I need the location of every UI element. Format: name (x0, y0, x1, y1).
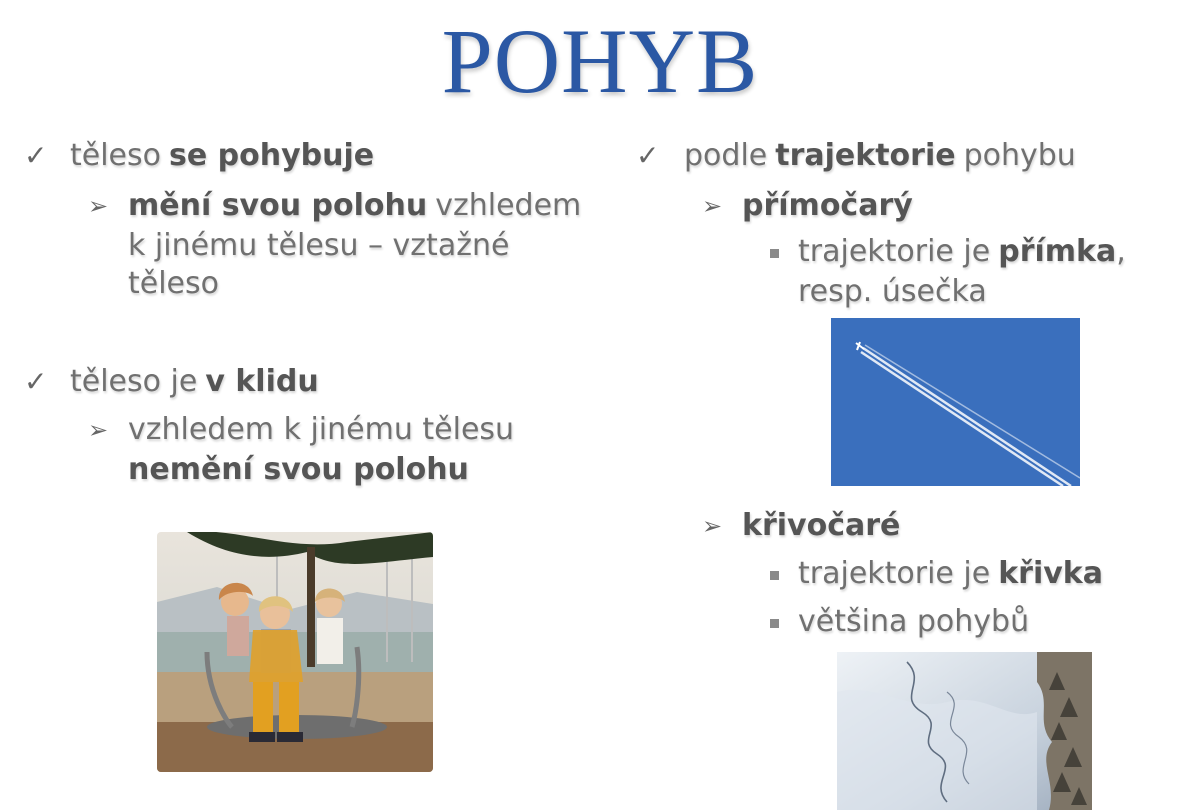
arrow-bullet-icon: ➢ (702, 512, 723, 540)
square-bullet-icon (770, 249, 779, 258)
left-item-1-text: těleso (70, 138, 161, 173)
straight-motion-label: přímočarý (742, 188, 913, 223)
curved-sub-2: většina pohybů (798, 604, 1030, 639)
left-item-1 (70, 136, 374, 176)
square-bullet-icon (770, 571, 779, 580)
arrow-bullet-icon: ➢ (702, 192, 723, 220)
straight-sub-1: trajektorie je přímka, (798, 234, 1126, 269)
ski-tracks-photo (837, 652, 1092, 810)
left-sub-2-line-1: vzhledem k jinému tělesu (128, 412, 515, 447)
airplane-contrail-photo (831, 318, 1080, 486)
left-item-2 (70, 362, 319, 402)
check-icon: ✓ (24, 365, 48, 398)
left-item-2-text: těleso je (70, 364, 198, 399)
left-sub-1-bold: mění svou polohu (128, 188, 428, 223)
left-sub-1-line-2: k jinému tělesu – vztažné (128, 228, 510, 263)
right-item-1 (684, 136, 1076, 176)
curved-motion-label: křivočaré (742, 508, 901, 543)
left-sub-1-rest: vzhledem (435, 188, 582, 223)
curved-sub-1 (798, 554, 1103, 594)
check-icon: ✓ (636, 139, 660, 172)
arrow-bullet-icon: ➢ (88, 192, 109, 220)
right-item-1-text-c: pohybu (963, 138, 1076, 173)
right-item-1-bold: trajektorie (775, 138, 956, 173)
square-bullet-icon (770, 619, 779, 628)
left-sub-1-line-3: těleso (128, 266, 219, 301)
straight-sub-2: resp. úsečka (798, 274, 987, 309)
left-sub-1-line-1 (128, 186, 581, 226)
arrow-bullet-icon: ➢ (88, 416, 109, 444)
left-item-1-bold: se pohybuje (169, 138, 375, 173)
left-item-2-bold: v klidu (205, 364, 319, 399)
curved-sub-1-text: trajektorie je (798, 556, 991, 591)
left-sub-2-line-2 (128, 450, 469, 490)
curved-sub-1-bold: křivka (998, 556, 1103, 591)
playground-photo (157, 532, 433, 772)
left-sub-2-bold: nemění svou polohu (128, 452, 469, 487)
straight-sub-1-bold: přímka (998, 234, 1117, 269)
right-item-1-text-a: podle (684, 138, 768, 173)
check-icon: ✓ (24, 139, 48, 172)
slide-title: POHYB (441, 10, 759, 112)
straight-sub-1-text: trajektorie je (798, 234, 991, 269)
